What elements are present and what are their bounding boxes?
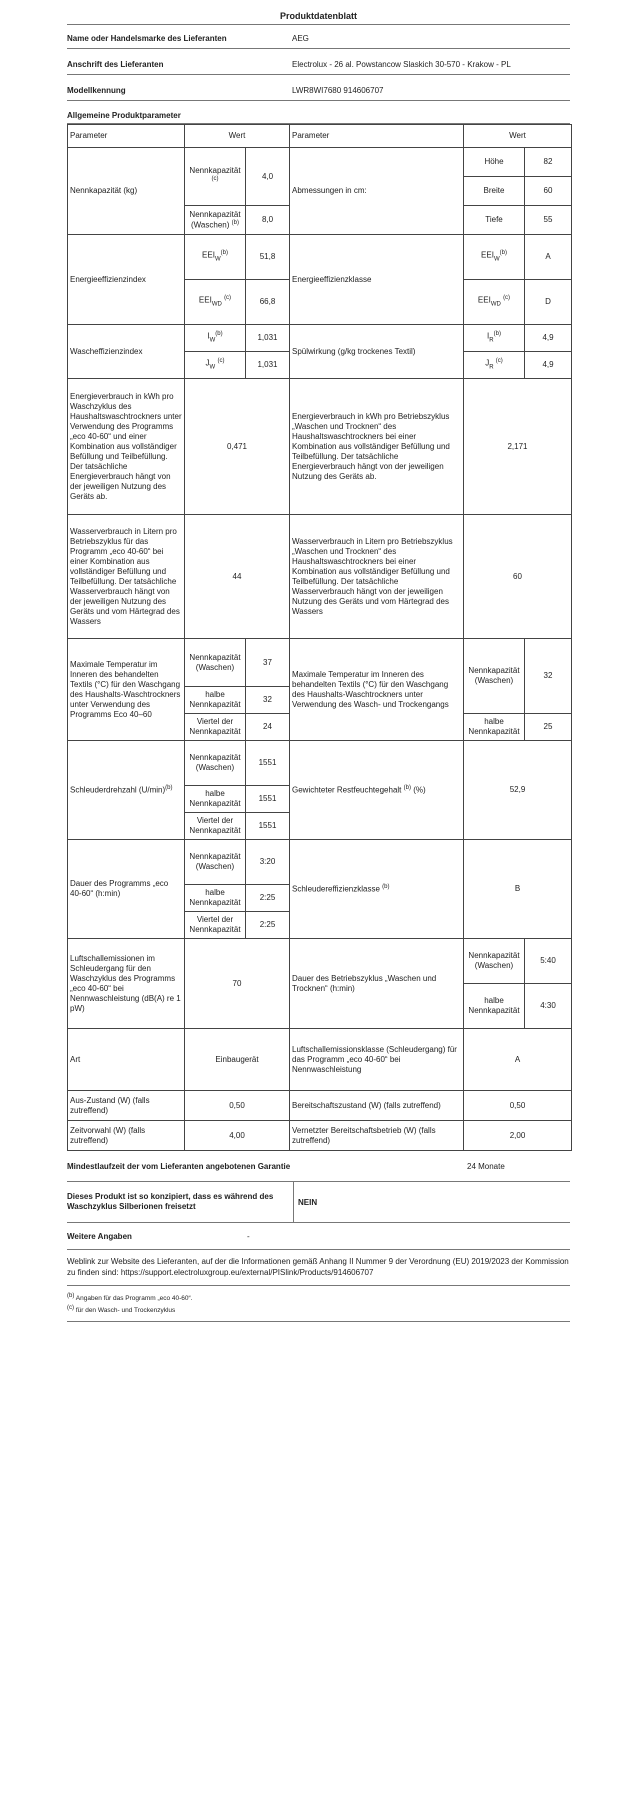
table-row [68,639,572,687]
energy-wash-label: Energieverbrauch in kWh pro Waschzyklus des Haushaltswaschtrockners unter Verwendung des Programms „eco 40-60“ und einer Kombination aus vollständiger Befüllung und Teilbefüllung. Der tatsächliche Energieverbrauch hängt von der jeweiligen Nutzung des Geräts ab. [68,379,185,515]
duration-full-label: Nennkapazität (Waschen) [185,840,246,885]
model-value: LWR8WI7680 914606707 [292,86,384,95]
capacity-dry-label: Nennkapazität $^{(c)}$ [185,148,246,206]
energy-wash-value: 0,471 [185,379,290,515]
warranty-label: Mindestlaufzeit der vom Lieferanten angebotenen Garantie [67,1161,291,1171]
spin-half-label: halbe Nennkapazität [185,786,246,813]
noise-class-label: Luftschallemissionsklasse (Schleudergang) für das Programm „eco 40-60“ bei Nennwaschleistung [290,1029,464,1091]
temp-half-value: 32 [246,687,290,714]
header-value-left: Wert [185,125,290,148]
delay-value: 4,00 [185,1121,290,1151]
noise-label: Luftschallemissionen im Schleudergang für den Waschzyklus des Programms „eco 40-60“ bei Nennwaschleistung (dB(A) re 1 pW) [68,939,185,1029]
spin-quarter-label: Viertel der Nennkapazität [185,813,246,840]
weblink: Weblink zur Website des Lieferanten, auf der die Informationen gemäß Anhang II Nummer 9 der Verordnung (EU) 2019/2023 der Kommission zu finden sind: https://support.electroluxgroup.eu/external/PISlink/Products/914606707 [67,1250,570,1286]
jr-value: 4,9 [525,352,572,379]
footnotes [67,1286,570,1323]
ir-label: $I_R^{(b)}$ [464,325,525,352]
model-row [67,75,570,101]
supplier-address-value: Electrolux - 26 al. Powstancow Slaskich 30-570 - Krakow - PL [292,60,511,69]
header-value-right: Wert [464,125,572,148]
header-param-left: Parameter [68,125,185,148]
eei-w-class-value: A [525,235,572,280]
table-row [68,840,572,885]
silver-label: Dieses Produkt ist so konzipiert, dass es während des Waschzyklus Silberionen freisetzt [67,1191,274,1211]
spin-full-value: 1551 [246,741,290,786]
table-row [68,741,572,786]
warranty-value: 24 Monate [467,1161,505,1171]
table-row [68,939,572,984]
jr-label: $J_R$ $^{(c)}$ [464,352,525,379]
temp-full-value: 37 [246,639,290,687]
supplier-address-label: Anschrift des Lieferanten [67,60,164,69]
supplier-address-row [67,49,570,75]
standby-value: 0,50 [464,1091,572,1121]
type-label: Art [68,1029,185,1091]
table-header-row [68,125,572,148]
height-label: Höhe [464,148,525,177]
duration-label: Dauer des Programms „eco 40-60“ (h:min) [68,840,185,939]
off-mode-value: 0,50 [185,1091,290,1121]
cycle-duration-half-value: 4:30 [525,984,572,1029]
depth-value: 55 [525,206,572,235]
wash-index-label: Wascheffizienzindex [68,325,185,379]
capacity-wash-value: 8,0 [246,206,290,235]
spin-class-label: Schleudereffizienzklasse $^{(b)}$ [290,840,464,939]
table-row [68,235,572,280]
spin-full-label: Nennkapazität (Waschen) [185,741,246,786]
jw-label: $J_W$ $^{(c)}$ [185,352,246,379]
cycle-duration-full-value: 5:40 [525,939,572,984]
further-value: - [247,1231,250,1241]
energy-index-label: Energieeffizienzindex [68,235,185,325]
spin-quarter-value: 1551 [246,813,290,840]
eei-w-label: $EEI_W^{(b)}$ [185,235,246,280]
cycle-temp-half-value: 25 [525,714,572,741]
footnote-c: $^{(c)}$ für den Wasch- und Trockenzyklus [67,1304,176,1314]
table-row [68,148,572,177]
width-value: 60 [525,177,572,206]
supplier-name-label: Name oder Handelsmarke des Lieferanten [67,34,227,43]
table-row [68,515,572,639]
energy-cycle-label: Energieverbrauch in kWh pro Betriebszyklus „Waschen und Trocknen“ des Haushaltswaschtrockners bei einer Kombination aus vollständiger Befüllung und Teilbefüllung. Der tatsächliche Energieverbrauch hängt von der jeweiligen Nutzung des Geräts ab. [290,379,464,515]
duration-half-label: halbe Nennkapazität [185,885,246,912]
width-label: Breite [464,177,525,206]
cycle-duration-full-label: Nennkapazität (Waschen) [464,939,525,984]
moisture-value: 52,9 [464,741,572,840]
temp-quarter-value: 24 [246,714,290,741]
capacity-dry-value: 4,0 [246,148,290,206]
eei-wd-label: $EEI_{WD}$ $^{(c)}$ [185,280,246,325]
height-value: 82 [525,148,572,177]
cycle-temp-full-value: 32 [525,639,572,714]
further-label: Weitere Angaben [67,1231,132,1241]
footnote-b: $^{(b)}$ Angaben für das Programm „eco 40-60“. [67,1292,193,1302]
silver-row [67,1182,570,1223]
network-standby-value: 2,00 [464,1121,572,1151]
noise-value: 70 [185,939,290,1029]
spin-class-value: B [464,840,572,939]
table-row [68,1091,572,1121]
capacity-label: Nennkapazität (kg) [68,148,185,235]
supplier-name-value: AEG [292,34,309,43]
header-param-right: Parameter [290,125,464,148]
rinse-label: Spülwirkung (g/kg trockenes Textil) [290,325,464,379]
product-data-sheet [67,0,570,1322]
silver-value: NEIN [293,1182,317,1222]
duration-quarter-value: 2:25 [246,912,290,939]
standby-label: Bereitschaftszustand (W) (falls zutreffend) [290,1091,464,1121]
cycle-duration-half-label: halbe Nennkapazität [464,984,525,1029]
eei-w-value: 51,8 [246,235,290,280]
iw-label: $I_W^{(b)}$ [185,325,246,352]
water-wash-label: Wasserverbrauch in Litern pro Betriebszyklus für das Programm „eco 40-60“ bei einer Kombination aus vollständiger Befüllung und Teilbefüllung. Der tatsächliche Wasserverbrauch hängt von der jeweiligen Nutzung des Geräts und vom Härtegrad des Wassers [68,515,185,639]
warranty-row [67,1151,570,1182]
water-wash-value: 44 [185,515,290,639]
ir-value: 4,9 [525,325,572,352]
temp-half-label: halbe Nennkapazität [185,687,246,714]
depth-label: Tiefe [464,206,525,235]
parameter-table [67,124,572,1151]
table-row [68,325,572,352]
cycle-temp-full-label: Nennkapazität (Waschen) [464,639,525,714]
network-standby-label: Vernetzter Bereitschaftsbetrieb (W) (falls zutreffend) [290,1121,464,1151]
further-row [67,1223,570,1250]
page-title: Produktdatenblatt [67,0,570,25]
temp-quarter-label: Viertel der Nennkapazität [185,714,246,741]
temp-full-label: Nennkapazität (Waschen) [185,639,246,687]
cycle-temp-half-label: halbe Nennkapazität [464,714,525,741]
delay-label: Zeitvorwahl (W) (falls zutreffend) [68,1121,185,1151]
water-cycle-label: Wasserverbrauch in Litern pro Betriebszyklus „Waschen und Trocknen“ des Haushaltswaschtrockners bei einer Kombination aus vollständiger Befüllung und Teilbefüllung. Der tatsächliche Wasserverbrauch hängt von der jeweiligen Nutzung des Geräts und vom Härtegrad des Wassers [290,515,464,639]
moisture-label: Gewichteter Restfeuchtegehalt $^{(b)}$ (%) [290,741,464,840]
dimensions-label: Abmessungen in cm: [290,148,464,235]
duration-half-value: 2:25 [246,885,290,912]
jw-value: 1,031 [246,352,290,379]
duration-quarter-label: Viertel der Nennkapazität [185,912,246,939]
max-temp-cycle-label: Maximale Temperatur im Inneren des behandelten Textils (°C) für den Waschgang des Haushalts-Waschtrockners unter Verwendung des Wasch- und Trockengangs [290,639,464,741]
spin-half-value: 1551 [246,786,290,813]
iw-value: 1,031 [246,325,290,352]
model-label: Modellkennung [67,86,126,95]
off-mode-label: Aus-Zustand (W) (falls zutreffend) [68,1091,185,1121]
spin-label: Schleuderdrehzahl $(U/\min)^{(b)}$ [68,741,185,840]
table-row [68,379,572,515]
table-row [68,1121,572,1151]
max-temp-wash-label: Maximale Temperatur im Inneren des behandelten Textils (°C) für den Waschgang des Haushalts-Waschtrockners unter Verwendung des Programms Eco 40–60 [68,639,185,741]
supplier-name-row [67,25,570,49]
table-row [68,1029,572,1091]
eei-w-class-label: $EEI_W^{(b)}$ [464,235,525,280]
capacity-wash-label: Nennkapazität (Waschen) $^{(b)}$ [185,206,246,235]
eei-wd-value: 66,8 [246,280,290,325]
energy-class-label: Energieeffizienzklasse [290,235,464,325]
cycle-duration-label: Dauer des Betriebszyklus „Waschen und Trocknen“ (h:min) [290,939,464,1029]
eei-wd-class-value: D [525,280,572,325]
general-params-heading: Allgemeine Produktparameter [67,101,570,124]
water-cycle-value: 60 [464,515,572,639]
type-value: Einbaugerät [185,1029,290,1091]
eei-wd-class-label: $EEI_{WD}$ $^{(c)}$ [464,280,525,325]
noise-class-value: A [464,1029,572,1091]
energy-cycle-value: 2,171 [464,379,572,515]
duration-full-value: 3:20 [246,840,290,885]
